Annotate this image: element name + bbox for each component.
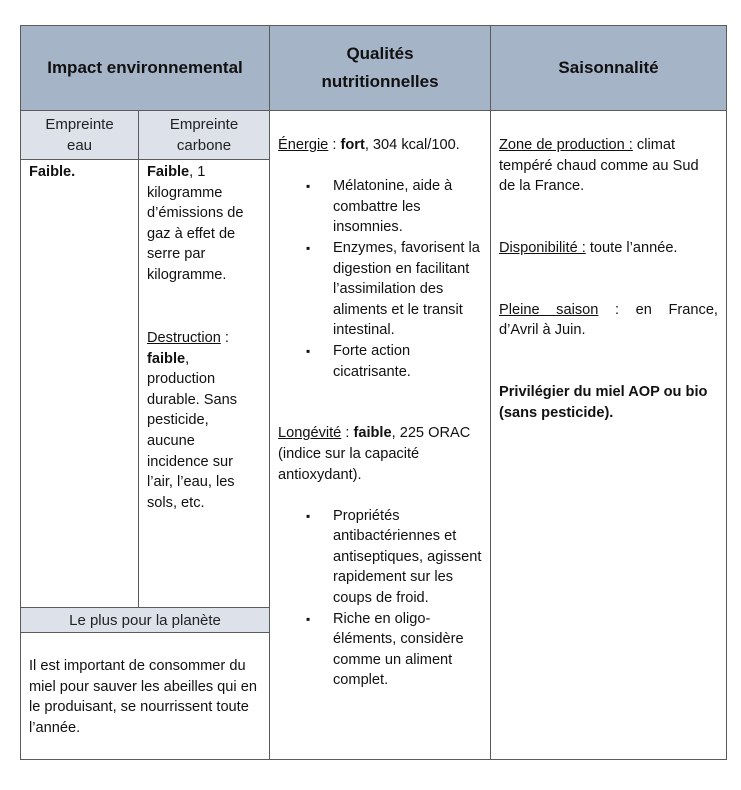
header-qualites bbox=[270, 26, 490, 110]
header-saisonnalite-text: Saisonnalité bbox=[558, 58, 659, 77]
longevite-bold: faible bbox=[353, 425, 392, 442]
dispo-block bbox=[499, 238, 718, 259]
subheader-eau bbox=[21, 111, 138, 159]
info-table bbox=[20, 25, 727, 760]
subheader-divider bbox=[21, 159, 269, 160]
longevite-text: , 225 ORAC (indice sur la capacité antioxydant). bbox=[278, 425, 471, 483]
header-saisonnalite bbox=[491, 26, 726, 110]
pleine-text-b: d’Avril à Juin. bbox=[499, 322, 586, 339]
destruction-block bbox=[147, 328, 259, 513]
saison-content bbox=[499, 135, 718, 423]
plus-divider-bottom bbox=[21, 632, 269, 633]
zone-label: Zone de production : bbox=[499, 137, 633, 153]
longevite-sep: : bbox=[341, 425, 354, 442]
column-divider bbox=[490, 26, 491, 759]
qualites-content bbox=[278, 135, 483, 691]
destruction-text: , production durable. Sans pesticide, aucune incidence sur l’air, l’eau, les sols, etc. bbox=[147, 350, 238, 511]
eau-value: Faible. bbox=[29, 164, 76, 180]
list-item: ▪ Enzymes, favorisent la digestion en facilitant l’assimilation des aliments et le transit intestinal. bbox=[278, 238, 483, 341]
energie-bold: fort bbox=[340, 137, 365, 153]
energie-list bbox=[278, 176, 483, 382]
destruction-bold: faible bbox=[147, 350, 186, 367]
zone-block bbox=[499, 135, 718, 197]
header-impact-text: Impact environnemental bbox=[47, 58, 243, 77]
plus-title: Le plus pour la planète bbox=[69, 611, 221, 629]
carbone-value bbox=[147, 162, 261, 286]
impact-inner-divider bbox=[138, 111, 139, 607]
list-item: ▪ Mélatonine, aide à combattre les insomnies. bbox=[278, 176, 483, 238]
energie-sep: : bbox=[328, 137, 341, 153]
longevite-line bbox=[278, 423, 483, 485]
column-divider bbox=[269, 26, 270, 759]
plus-text: Il est important de consommer du miel pour sauver les abeilles qui en le produisant, se nourrissent toute l’année. bbox=[29, 658, 257, 736]
pleine-block bbox=[499, 300, 718, 341]
subheader-carbone-text: Empreinte carbone bbox=[169, 116, 239, 154]
zone-text: climat tempéré chaud comme au Sud de la France. bbox=[499, 137, 699, 195]
dispo-text: toute l’année. bbox=[585, 239, 678, 256]
destruction-label: Destruction bbox=[147, 330, 221, 346]
header-qualites-text: Qualités nutritionnelles bbox=[321, 44, 439, 91]
header-impact bbox=[21, 26, 269, 110]
energie-line bbox=[278, 135, 483, 156]
list-item: ▪ Propriétés antibactériennes et antiseptiques, agissent rapidement sur les coups de froid. bbox=[278, 506, 483, 609]
pleine-text-a: : en France, bbox=[598, 301, 718, 318]
carbone-bold: Faible bbox=[147, 164, 190, 180]
pleine-label: Pleine saison bbox=[499, 301, 599, 318]
list-item: ▪ Forte action cicatrisante. bbox=[278, 341, 483, 382]
energie-label: Énergie bbox=[278, 137, 329, 153]
carbone-text: , 1 kilogramme d’émissions de gaz à effet de serre par kilogramme. bbox=[147, 164, 244, 283]
longevite-label: Longévité bbox=[278, 425, 342, 442]
subheader-eau-text: Empreinte eau bbox=[45, 116, 114, 154]
dispo-label: Disponibilité : bbox=[499, 239, 586, 256]
longevite-list bbox=[278, 506, 483, 691]
plus-header bbox=[21, 608, 269, 632]
energie-text: , 304 kcal/100. bbox=[364, 137, 460, 153]
conseil-text: Privilégier du miel AOP ou bio (sans pesticide). bbox=[499, 384, 708, 421]
subheader-carbone bbox=[139, 111, 269, 159]
destruction-colon: : bbox=[220, 330, 229, 346]
list-item: ▪ Riche en oligo-éléments, considère comme un aliment complet. bbox=[278, 609, 483, 691]
